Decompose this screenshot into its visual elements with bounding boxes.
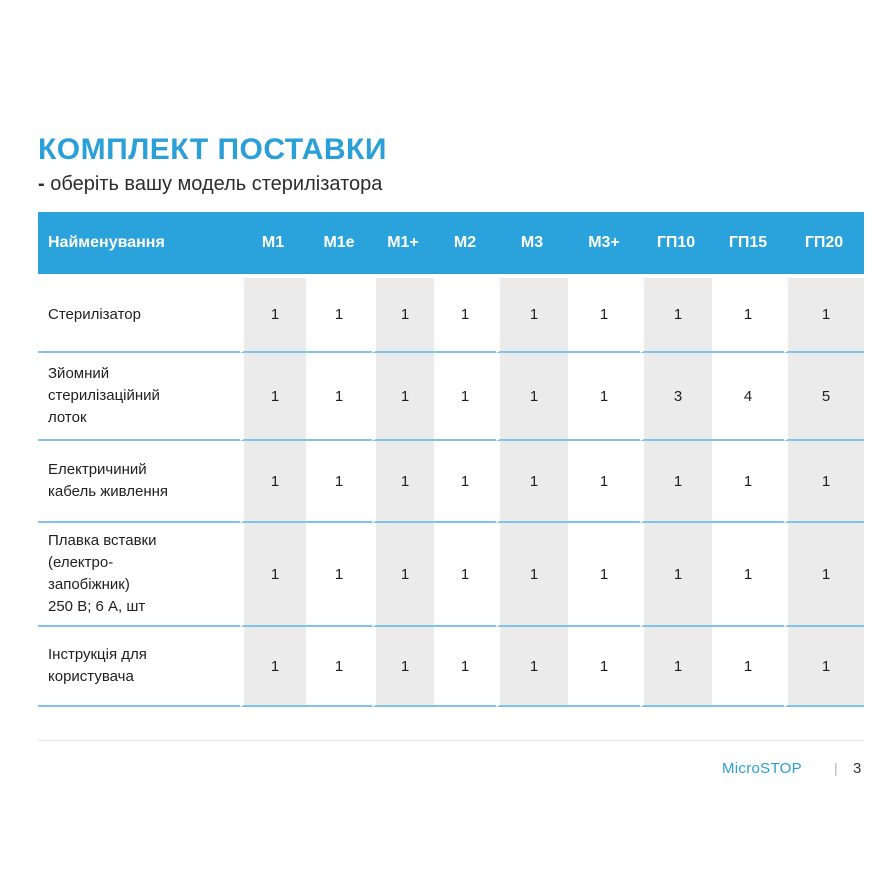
quantity-cell: 1 (306, 278, 372, 353)
item-name-line: стерилізаційний (48, 387, 160, 404)
item-name-cell (38, 523, 240, 627)
quantity-cell: 1 (434, 523, 496, 627)
page-number: 3 (853, 760, 862, 777)
quantity-cell: 1 (306, 441, 372, 523)
quantity-cell: 1 (434, 627, 496, 707)
page-title: КОМПЛЕКТ ПОСТАВКИ (38, 133, 387, 166)
quantity-cell: 1 (640, 278, 712, 353)
column-header-model: ГП15 (712, 212, 784, 278)
quantity-cell: 1 (784, 278, 864, 353)
item-name-cell (38, 627, 240, 707)
quantity-cell: 1 (306, 523, 372, 627)
column-header-name: Найменування (38, 212, 240, 278)
item-name-line: запобіжник) (48, 576, 130, 593)
column-header-model: M2 (434, 212, 496, 278)
quantity-cell: 1 (240, 627, 306, 707)
table-row (38, 523, 864, 627)
item-name-cell (38, 441, 240, 523)
item-name-line: Інструкція для (48, 646, 147, 663)
quantity-cell: 3 (640, 353, 712, 441)
item-name-line: кабель живлення (48, 483, 169, 500)
table-header-row (38, 212, 864, 278)
item-name-line: 250 В; 6 А, шт (48, 598, 146, 615)
quantity-cell: 1 (568, 353, 640, 441)
quantity-cell: 1 (434, 353, 496, 441)
quantity-cell: 1 (712, 278, 784, 353)
quantity-cell: 1 (434, 278, 496, 353)
table-row (38, 278, 864, 353)
item-name-cell (38, 353, 240, 441)
page-subtitle (38, 173, 382, 196)
quantity-cell: 1 (640, 627, 712, 707)
column-header-model: M3+ (568, 212, 640, 278)
item-name-line: лоток (48, 409, 87, 426)
quantity-cell: 1 (240, 441, 306, 523)
column-header-model: M1+ (372, 212, 434, 278)
quantity-cell: 1 (372, 523, 434, 627)
quantity-cell: 1 (372, 353, 434, 441)
table-row (38, 441, 864, 523)
quantity-cell: 1 (372, 627, 434, 707)
quantity-cell: 4 (712, 353, 784, 441)
quantity-cell: 1 (784, 523, 864, 627)
quantity-cell: 1 (784, 441, 864, 523)
column-header-model: M1 (240, 212, 306, 278)
quantity-cell: 1 (306, 627, 372, 707)
quantity-cell: 1 (496, 353, 568, 441)
quantity-cell: 1 (496, 441, 568, 523)
item-name-cell (38, 278, 240, 353)
quantity-cell: 1 (434, 441, 496, 523)
item-name-line: (електро- (48, 554, 114, 571)
brand-logo-text: MicroSTOP (722, 760, 802, 777)
delivery-set-table (38, 212, 864, 707)
quantity-cell: 1 (712, 627, 784, 707)
quantity-cell: 1 (496, 627, 568, 707)
table-row (38, 353, 864, 441)
quantity-cell: 5 (784, 353, 864, 441)
quantity-cell: 1 (640, 523, 712, 627)
column-header-model: ГП10 (640, 212, 712, 278)
quantity-cell: 1 (568, 278, 640, 353)
item-name-line: Стерилізатор (48, 305, 141, 323)
column-header-model: M3 (496, 212, 568, 278)
column-header-model: M1e (306, 212, 372, 278)
quantity-cell: 1 (712, 523, 784, 627)
footer-divider (38, 740, 864, 741)
quantity-cell: 1 (784, 627, 864, 707)
quantity-cell: 1 (496, 278, 568, 353)
quantity-cell: 1 (568, 523, 640, 627)
quantity-cell: 1 (372, 441, 434, 523)
table-row (38, 627, 864, 707)
item-name-line: Зйомний (48, 365, 110, 382)
quantity-cell: 1 (240, 523, 306, 627)
item-name-line: Електричиний (48, 461, 147, 478)
quantity-cell: 1 (306, 353, 372, 441)
subtitle-text: оберіть вашу модель стерилізатора (50, 173, 383, 195)
quantity-cell: 1 (240, 278, 306, 353)
subtitle-dash: - (38, 173, 45, 195)
item-name-line: користувача (48, 668, 134, 685)
quantity-cell: 1 (372, 278, 434, 353)
footer-separator: | (834, 760, 838, 776)
item-name-line: Плавка вставки (48, 532, 157, 549)
quantity-cell: 1 (568, 441, 640, 523)
quantity-cell: 1 (568, 627, 640, 707)
column-header-model: ГП20 (784, 212, 864, 278)
quantity-cell: 1 (640, 441, 712, 523)
quantity-cell: 1 (496, 523, 568, 627)
quantity-cell: 1 (712, 441, 784, 523)
quantity-cell: 1 (240, 353, 306, 441)
